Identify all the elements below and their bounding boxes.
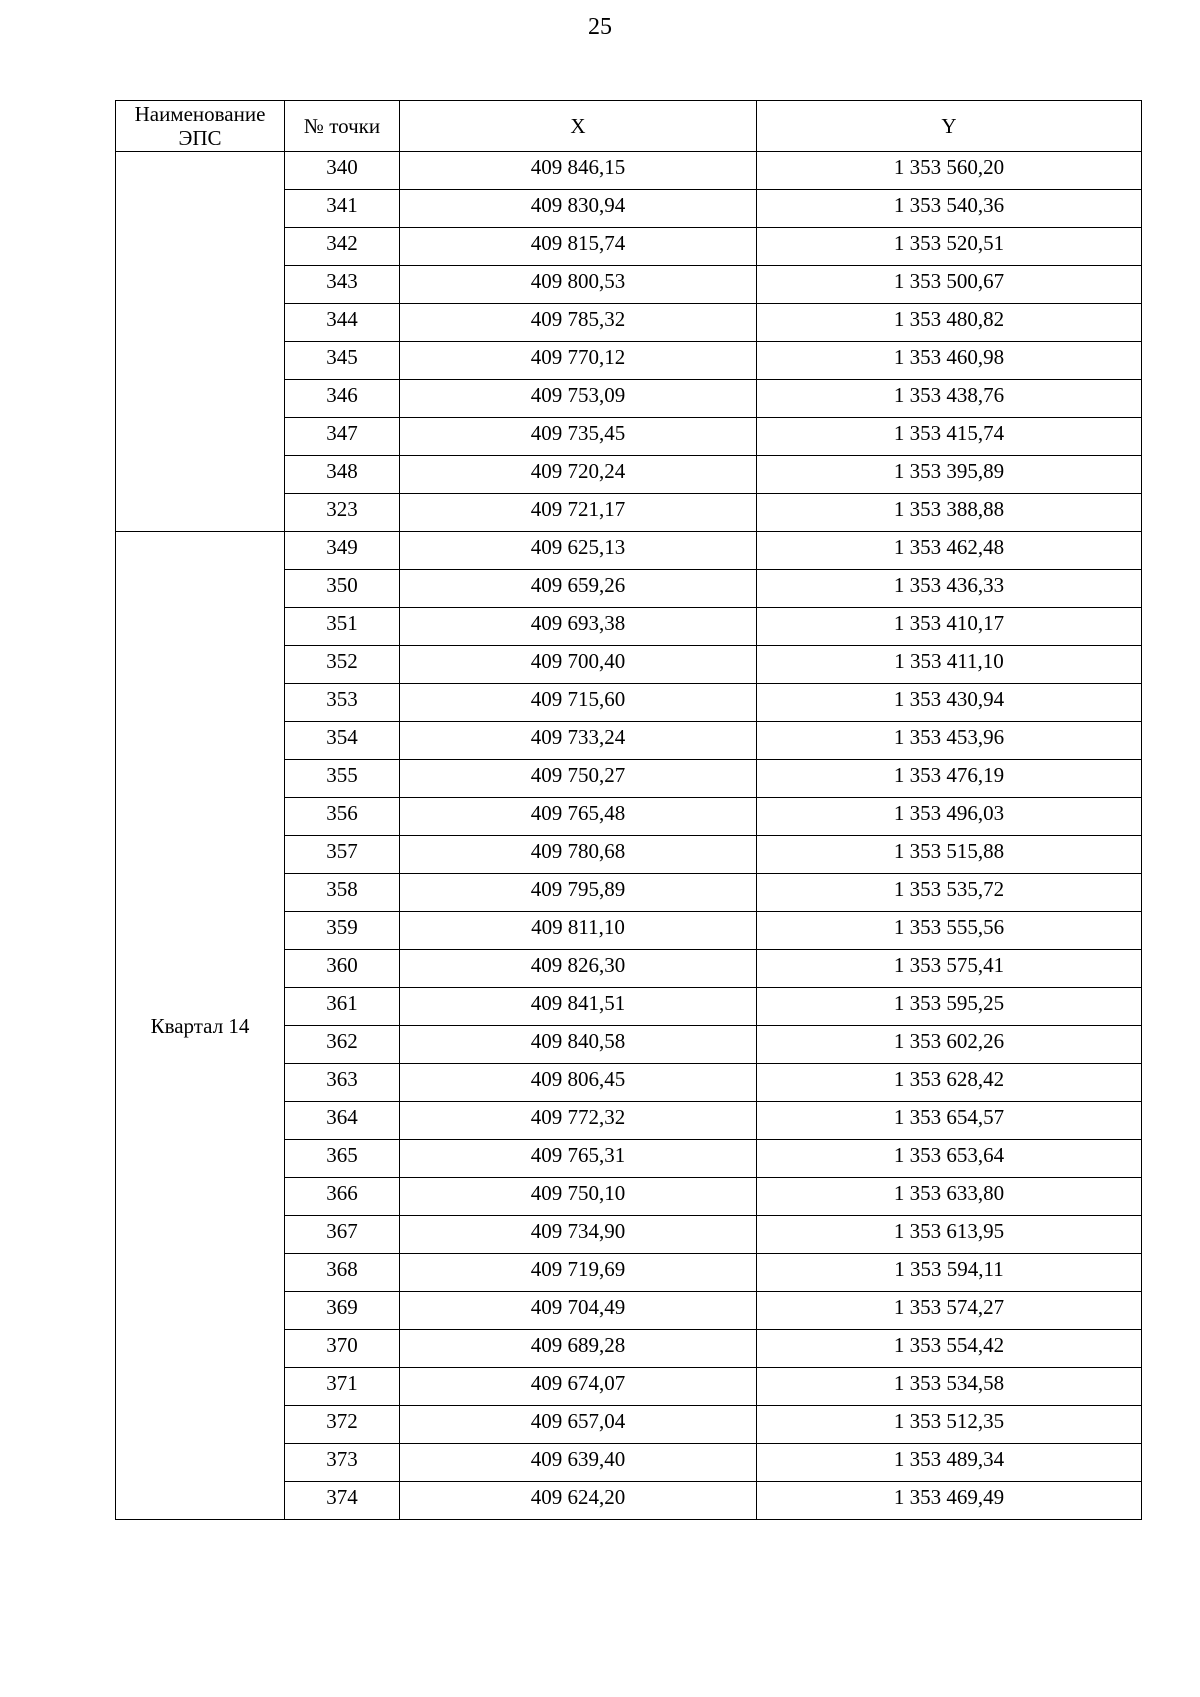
y-coordinate-cell: 1 353 469,49 (757, 1482, 1142, 1520)
x-coordinate-cell: 409 800,53 (400, 266, 757, 304)
point-number-cell: 343 (285, 266, 400, 304)
point-number-cell: 361 (285, 988, 400, 1026)
x-coordinate-cell: 409 811,10 (400, 912, 757, 950)
x-coordinate-cell: 409 765,48 (400, 798, 757, 836)
group-name-cell (116, 152, 285, 532)
header-x: X (400, 101, 757, 152)
y-coordinate-cell: 1 353 628,42 (757, 1064, 1142, 1102)
x-coordinate-cell: 409 780,68 (400, 836, 757, 874)
x-coordinate-cell: 409 795,89 (400, 874, 757, 912)
y-coordinate-cell: 1 353 575,41 (757, 950, 1142, 988)
point-number-cell: 354 (285, 722, 400, 760)
x-coordinate-cell: 409 830,94 (400, 190, 757, 228)
y-coordinate-cell: 1 353 602,26 (757, 1026, 1142, 1064)
x-coordinate-cell: 409 750,10 (400, 1178, 757, 1216)
y-coordinate-cell: 1 353 500,67 (757, 266, 1142, 304)
x-coordinate-cell: 409 674,07 (400, 1368, 757, 1406)
y-coordinate-cell: 1 353 515,88 (757, 836, 1142, 874)
y-coordinate-cell: 1 353 653,64 (757, 1140, 1142, 1178)
point-number-cell: 359 (285, 912, 400, 950)
point-number-cell: 349 (285, 532, 400, 570)
x-coordinate-cell: 409 840,58 (400, 1026, 757, 1064)
x-coordinate-cell: 409 700,40 (400, 646, 757, 684)
x-coordinate-cell: 409 735,45 (400, 418, 757, 456)
point-number-cell: 352 (285, 646, 400, 684)
x-coordinate-cell: 409 721,17 (400, 494, 757, 532)
y-coordinate-cell: 1 353 462,48 (757, 532, 1142, 570)
table-row (116, 152, 1142, 190)
y-coordinate-cell: 1 353 594,11 (757, 1254, 1142, 1292)
x-coordinate-cell: 409 846,15 (400, 152, 757, 190)
point-number-cell: 340 (285, 152, 400, 190)
coordinates-table (115, 100, 1142, 1520)
x-coordinate-cell: 409 624,20 (400, 1482, 757, 1520)
x-coordinate-cell: 409 639,40 (400, 1444, 757, 1482)
point-number-cell: 363 (285, 1064, 400, 1102)
y-coordinate-cell: 1 353 540,36 (757, 190, 1142, 228)
y-coordinate-cell: 1 353 411,10 (757, 646, 1142, 684)
x-coordinate-cell: 409 770,12 (400, 342, 757, 380)
y-coordinate-cell: 1 353 436,33 (757, 570, 1142, 608)
table-header-row (116, 101, 1142, 152)
point-number-cell: 365 (285, 1140, 400, 1178)
table-row (116, 532, 1142, 570)
point-number-cell: 351 (285, 608, 400, 646)
point-number-cell: 368 (285, 1254, 400, 1292)
point-number-cell: 357 (285, 836, 400, 874)
group-name-cell: Квартал 14 (116, 532, 285, 1520)
point-number-cell: 371 (285, 1368, 400, 1406)
point-number-cell: 356 (285, 798, 400, 836)
y-coordinate-cell: 1 353 460,98 (757, 342, 1142, 380)
point-number-cell: 347 (285, 418, 400, 456)
x-coordinate-cell: 409 753,09 (400, 380, 757, 418)
y-coordinate-cell: 1 353 415,74 (757, 418, 1142, 456)
point-number-cell: 323 (285, 494, 400, 532)
y-coordinate-cell: 1 353 520,51 (757, 228, 1142, 266)
y-coordinate-cell: 1 353 654,57 (757, 1102, 1142, 1140)
y-coordinate-cell: 1 353 633,80 (757, 1178, 1142, 1216)
x-coordinate-cell: 409 715,60 (400, 684, 757, 722)
x-coordinate-cell: 409 765,31 (400, 1140, 757, 1178)
table-body (116, 152, 1142, 1520)
y-coordinate-cell: 1 353 555,56 (757, 912, 1142, 950)
point-number-cell: 342 (285, 228, 400, 266)
y-coordinate-cell: 1 353 534,58 (757, 1368, 1142, 1406)
y-coordinate-cell: 1 353 430,94 (757, 684, 1142, 722)
y-coordinate-cell: 1 353 410,17 (757, 608, 1142, 646)
x-coordinate-cell: 409 772,32 (400, 1102, 757, 1140)
y-coordinate-cell: 1 353 560,20 (757, 152, 1142, 190)
x-coordinate-cell: 409 689,28 (400, 1330, 757, 1368)
point-number-cell: 348 (285, 456, 400, 494)
point-number-cell: 373 (285, 1444, 400, 1482)
x-coordinate-cell: 409 693,38 (400, 608, 757, 646)
y-coordinate-cell: 1 353 512,35 (757, 1406, 1142, 1444)
y-coordinate-cell: 1 353 453,96 (757, 722, 1142, 760)
point-number-cell: 346 (285, 380, 400, 418)
x-coordinate-cell: 409 734,90 (400, 1216, 757, 1254)
x-coordinate-cell: 409 704,49 (400, 1292, 757, 1330)
y-coordinate-cell: 1 353 595,25 (757, 988, 1142, 1026)
point-number-cell: 370 (285, 1330, 400, 1368)
y-coordinate-cell: 1 353 496,03 (757, 798, 1142, 836)
page-number: 25 (588, 14, 612, 40)
y-coordinate-cell: 1 353 489,34 (757, 1444, 1142, 1482)
point-number-cell: 341 (285, 190, 400, 228)
header-name: Наименование ЭПС (116, 101, 285, 152)
x-coordinate-cell: 409 841,51 (400, 988, 757, 1026)
x-coordinate-cell: 409 625,13 (400, 532, 757, 570)
point-number-cell: 372 (285, 1406, 400, 1444)
x-coordinate-cell: 409 815,74 (400, 228, 757, 266)
x-coordinate-cell: 409 720,24 (400, 456, 757, 494)
x-coordinate-cell: 409 806,45 (400, 1064, 757, 1102)
x-coordinate-cell: 409 733,24 (400, 722, 757, 760)
point-number-cell: 364 (285, 1102, 400, 1140)
x-coordinate-cell: 409 659,26 (400, 570, 757, 608)
point-number-cell: 358 (285, 874, 400, 912)
y-coordinate-cell: 1 353 574,27 (757, 1292, 1142, 1330)
point-number-cell: 344 (285, 304, 400, 342)
point-number-cell: 369 (285, 1292, 400, 1330)
y-coordinate-cell: 1 353 438,76 (757, 380, 1142, 418)
point-number-cell: 366 (285, 1178, 400, 1216)
y-coordinate-cell: 1 353 480,82 (757, 304, 1142, 342)
header-point-no: № точки (285, 101, 400, 152)
point-number-cell: 367 (285, 1216, 400, 1254)
header-y: Y (757, 101, 1142, 152)
x-coordinate-cell: 409 826,30 (400, 950, 757, 988)
y-coordinate-cell: 1 353 613,95 (757, 1216, 1142, 1254)
x-coordinate-cell: 409 719,69 (400, 1254, 757, 1292)
point-number-cell: 345 (285, 342, 400, 380)
point-number-cell: 353 (285, 684, 400, 722)
point-number-cell: 362 (285, 1026, 400, 1064)
point-number-cell: 374 (285, 1482, 400, 1520)
y-coordinate-cell: 1 353 395,89 (757, 456, 1142, 494)
y-coordinate-cell: 1 353 554,42 (757, 1330, 1142, 1368)
y-coordinate-cell: 1 353 476,19 (757, 760, 1142, 798)
point-number-cell: 350 (285, 570, 400, 608)
y-coordinate-cell: 1 353 535,72 (757, 874, 1142, 912)
x-coordinate-cell: 409 750,27 (400, 760, 757, 798)
point-number-cell: 355 (285, 760, 400, 798)
y-coordinate-cell: 1 353 388,88 (757, 494, 1142, 532)
point-number-cell: 360 (285, 950, 400, 988)
x-coordinate-cell: 409 785,32 (400, 304, 757, 342)
x-coordinate-cell: 409 657,04 (400, 1406, 757, 1444)
